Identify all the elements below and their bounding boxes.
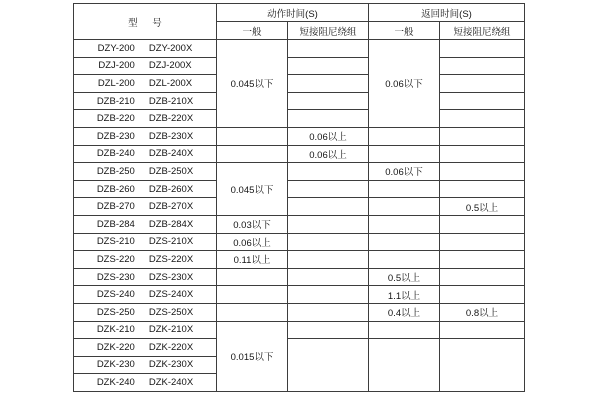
model-name-variant: DZB-260X xyxy=(148,183,194,195)
model-name-variant: DZB-220X xyxy=(148,113,194,125)
model-cell xyxy=(74,40,217,58)
model-name: DZB-284 xyxy=(96,218,135,230)
model-name-variant: DZY-200X xyxy=(148,42,193,54)
model-name: DZK-210 xyxy=(96,324,135,336)
return-damping-cell xyxy=(440,251,525,269)
return-damping-cell xyxy=(440,215,525,233)
model-name: DZB-210 xyxy=(96,95,135,107)
action-general-cell: 0.045以下 xyxy=(217,163,288,216)
return-general-cell: 0.06以下 xyxy=(369,163,440,181)
model-name-variant: DZB-270X xyxy=(148,201,194,213)
model-name-variant: DZK-220X xyxy=(148,341,194,353)
model-name-variant: DZB-284X xyxy=(148,218,194,230)
action-damping-cell xyxy=(288,303,369,321)
return-general-cell: 0.4以上 xyxy=(369,303,440,321)
table-row xyxy=(74,303,525,321)
model-name: DZB-270 xyxy=(96,201,135,213)
return-damping-cell xyxy=(440,339,525,392)
model-name: DZK-240 xyxy=(96,377,135,389)
subheader-action-damping: 短接阻尼绕组 xyxy=(288,22,369,40)
table-row xyxy=(74,339,525,357)
action-damping-cell xyxy=(288,233,369,251)
model-name-variant: DZK-210X xyxy=(148,324,194,336)
return-general-cell xyxy=(369,127,440,145)
return-general-cell xyxy=(369,321,440,339)
action-damping-cell xyxy=(288,57,369,75)
action-damping-cell xyxy=(288,321,369,339)
action-damping-cell xyxy=(288,163,369,181)
model-name-variant: DZS-230X xyxy=(148,271,194,283)
return-damping-cell xyxy=(440,268,525,286)
return-general-cell xyxy=(369,215,440,233)
table-row xyxy=(74,75,525,93)
model-name-variant: DZL-200X xyxy=(148,77,193,89)
action-damping-cell xyxy=(288,286,369,304)
model-cell xyxy=(74,145,217,163)
model-name: DZJ-200 xyxy=(98,60,135,72)
return-damping-cell xyxy=(440,233,525,251)
return-damping-cell xyxy=(440,75,525,93)
table-row xyxy=(74,233,525,251)
return-general-cell: 1.1以上 xyxy=(369,286,440,304)
action-damping-cell xyxy=(288,268,369,286)
table-row xyxy=(74,57,525,75)
return-damping-cell xyxy=(440,127,525,145)
return-damping-cell xyxy=(440,286,525,304)
model-name: DZS-240 xyxy=(96,289,135,301)
action-damping-cell xyxy=(288,215,369,233)
action-damping-cell xyxy=(288,180,369,198)
model-cell xyxy=(74,251,217,269)
spec-table xyxy=(73,3,525,392)
model-name: DZS-230 xyxy=(96,271,135,283)
model-name: DZK-230 xyxy=(96,359,135,371)
return-damping-cell: 0.5以上 xyxy=(440,198,525,216)
action-general-cell xyxy=(217,145,288,163)
table-row xyxy=(74,110,525,128)
action-damping-cell xyxy=(288,40,369,58)
return-damping-cell xyxy=(440,163,525,181)
model-cell xyxy=(74,163,217,181)
model-name-variant: DZS-240X xyxy=(148,289,194,301)
header-model: 型 号 xyxy=(74,4,217,40)
return-damping-cell xyxy=(440,57,525,75)
subheader-return-general: 一般 xyxy=(369,22,440,40)
return-damping-cell xyxy=(440,321,525,339)
action-damping-cell xyxy=(288,198,369,216)
action-general-cell xyxy=(217,303,288,321)
action-damping-cell xyxy=(288,339,369,392)
action-general-cell xyxy=(217,286,288,304)
model-name: DZY-200 xyxy=(97,42,135,54)
model-name-variant: DZB-210X xyxy=(148,95,194,107)
model-cell xyxy=(74,268,217,286)
table-row xyxy=(74,180,525,198)
action-general-cell: 0.045以下 xyxy=(217,40,288,128)
model-cell xyxy=(74,180,217,198)
action-general-cell: 0.06以上 xyxy=(217,233,288,251)
model-cell xyxy=(74,339,217,357)
model-name: DZB-230 xyxy=(96,130,135,142)
model-name-variant: DZB-230X xyxy=(148,130,194,142)
model-name: DZS-250 xyxy=(96,306,135,318)
return-general-cell xyxy=(369,251,440,269)
model-name-variant: DZS-220X xyxy=(148,253,194,265)
model-name: DZB-220 xyxy=(96,113,135,125)
model-cell xyxy=(74,57,217,75)
model-cell xyxy=(74,92,217,110)
model-cell xyxy=(74,198,217,216)
return-damping-cell xyxy=(440,145,525,163)
return-general-cell: 0.5以上 xyxy=(369,268,440,286)
return-general-cell xyxy=(369,339,440,392)
return-damping-cell xyxy=(440,92,525,110)
model-cell xyxy=(74,374,217,392)
action-damping-cell xyxy=(288,251,369,269)
return-damping-cell xyxy=(440,110,525,128)
table-row xyxy=(74,251,525,269)
model-name: DZL-200 xyxy=(97,77,135,89)
return-general-cell xyxy=(369,145,440,163)
model-cell xyxy=(74,321,217,339)
model-name-variant: DZK-240X xyxy=(148,377,194,389)
return-general-cell xyxy=(369,198,440,216)
model-cell xyxy=(74,75,217,93)
action-general-cell: 0.11以上 xyxy=(217,251,288,269)
model-name-variant: DZB-250X xyxy=(148,165,194,177)
table-row xyxy=(74,127,525,145)
model-cell xyxy=(74,233,217,251)
table-row xyxy=(74,321,525,339)
model-name: DZS-220 xyxy=(96,253,135,265)
model-name-variant: DZB-240X xyxy=(148,148,194,160)
action-general-cell xyxy=(217,268,288,286)
table-row xyxy=(74,163,525,181)
action-damping-cell: 0.06以上 xyxy=(288,145,369,163)
header-return-time: 返回时间(S) xyxy=(369,4,525,22)
action-general-cell: 0.015以下 xyxy=(217,321,288,391)
action-damping-cell: 0.06以上 xyxy=(288,127,369,145)
model-name-variant: DZS-210X xyxy=(148,236,194,248)
table-row xyxy=(74,92,525,110)
table-row xyxy=(74,40,525,58)
model-cell xyxy=(74,286,217,304)
model-name-variant: DZJ-200X xyxy=(148,60,192,72)
table-row xyxy=(74,286,525,304)
model-name: DZS-210 xyxy=(96,236,135,248)
model-name: DZK-220 xyxy=(96,341,135,353)
subheader-return-damping: 短接阻尼绕组 xyxy=(440,22,525,40)
return-damping-cell xyxy=(440,40,525,58)
table-row xyxy=(74,215,525,233)
return-general-cell xyxy=(369,233,440,251)
action-damping-cell xyxy=(288,110,369,128)
model-cell xyxy=(74,110,217,128)
return-damping-cell: 0.8以上 xyxy=(440,303,525,321)
model-name: DZB-240 xyxy=(96,148,135,160)
model-cell xyxy=(74,127,217,145)
return-general-cell xyxy=(369,180,440,198)
header-action-time: 动作时间(S) xyxy=(217,4,369,22)
return-general-cell: 0.06以下 xyxy=(369,40,440,128)
action-damping-cell xyxy=(288,75,369,93)
action-general-cell xyxy=(217,127,288,145)
return-damping-cell xyxy=(440,180,525,198)
model-cell xyxy=(74,215,217,233)
subheader-action-general: 一般 xyxy=(217,22,288,40)
model-name-variant: DZK-230X xyxy=(148,359,194,371)
table-row xyxy=(74,268,525,286)
table-row xyxy=(74,145,525,163)
model-name: DZB-250 xyxy=(96,165,135,177)
model-cell xyxy=(74,303,217,321)
model-cell xyxy=(74,356,217,374)
action-general-cell: 0.03以下 xyxy=(217,215,288,233)
action-damping-cell xyxy=(288,92,369,110)
model-name: DZB-260 xyxy=(96,183,135,195)
table-row xyxy=(74,198,525,216)
model-name-variant: DZS-250X xyxy=(148,306,194,318)
